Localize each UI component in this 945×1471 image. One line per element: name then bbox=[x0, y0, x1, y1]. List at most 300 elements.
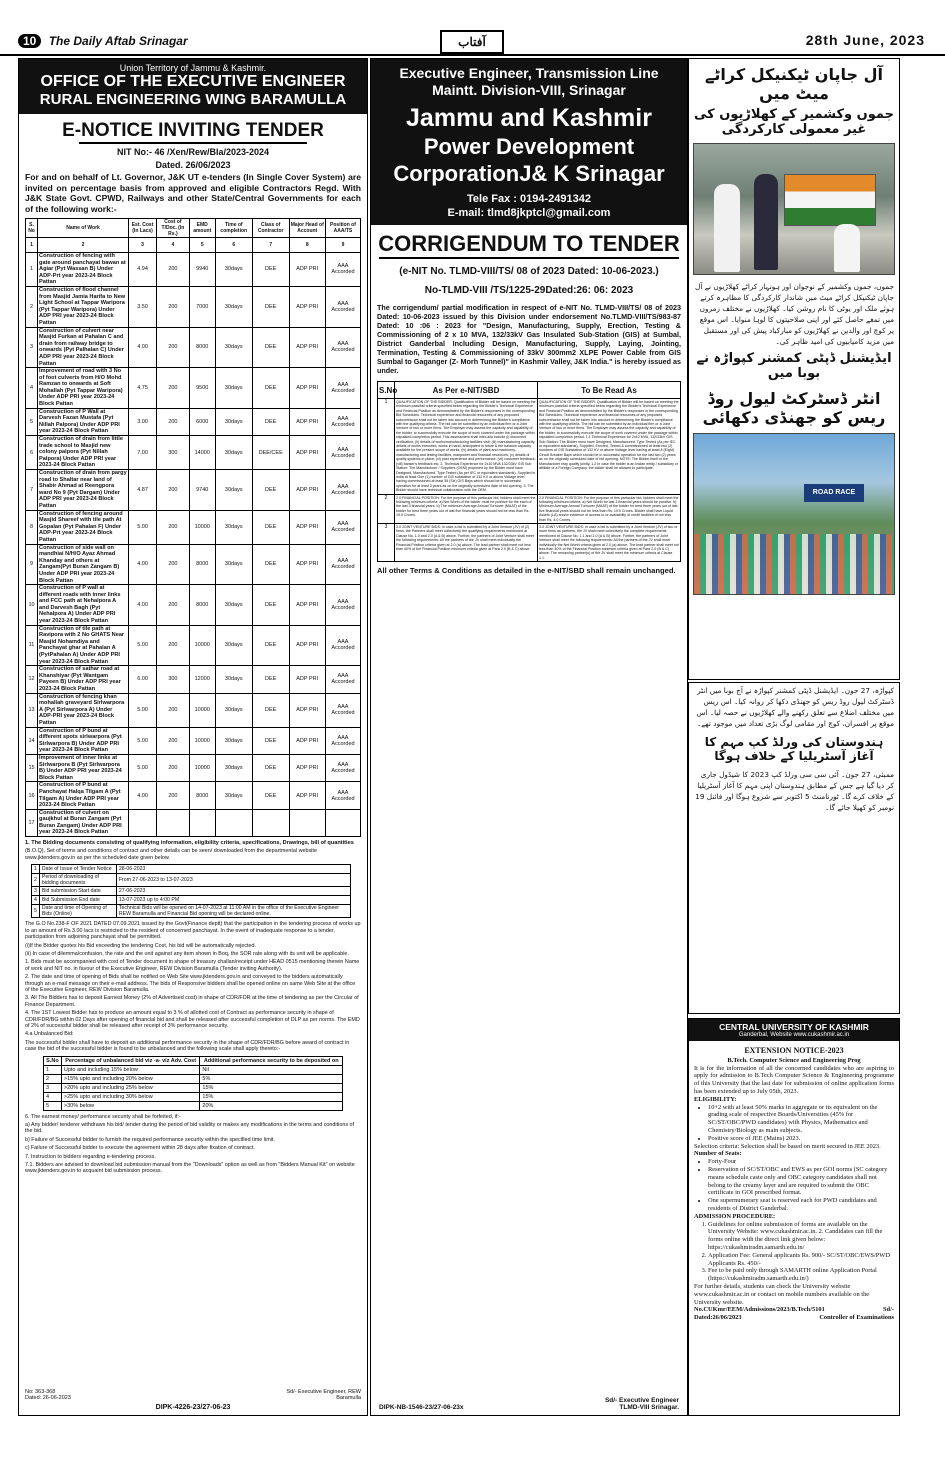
work-head-cell: ADP PRI bbox=[289, 693, 325, 727]
date-row bbox=[32, 874, 351, 887]
work-no-cell: 3 bbox=[26, 327, 38, 368]
admission-heading: ADMISSION PROCEDURE: bbox=[694, 1212, 776, 1220]
work-head-cell: ADP PRI bbox=[289, 327, 325, 368]
work-cost-cell: 5.00 bbox=[129, 693, 157, 727]
work-doc-cell: 200 bbox=[157, 408, 190, 435]
work-cls-cell: DEE bbox=[252, 286, 289, 327]
work-doc-cell: 200 bbox=[157, 510, 190, 544]
work-no-cell: 8 bbox=[26, 510, 38, 544]
seats-item: • Forty-Four bbox=[708, 1158, 894, 1166]
work-no-cell: 5 bbox=[26, 408, 38, 435]
work-aaa-cell: AAA Accorded bbox=[325, 727, 360, 754]
title-divider bbox=[79, 142, 307, 144]
perf-cell: >30% below bbox=[61, 1101, 200, 1110]
work-emd-cell: 14000 bbox=[189, 436, 215, 470]
work-row bbox=[26, 693, 361, 727]
work-name-cell: Construction of P Wall at Darvesh Fazan Mustafa (Pyt Nillah Palpora) Under ADP PRI year 2023-24 Block Pattan bbox=[38, 408, 129, 435]
perf-cell: 1 bbox=[44, 1065, 62, 1074]
adm-item: 2. Application Fee: General applicants Rs. 900/- SC/ST/OBC/EWS/PWD Applicants Rs. 450/- bbox=[708, 1252, 894, 1268]
paper-logo: آفتاب bbox=[440, 30, 504, 54]
tender-intro: For and on behalf of Lt. Governor, J&K UT e-tenders (In Single Cover System) are invited on percentage basis from approved and eligible Contractors Regd. With J&K State Govt. CPWD, Railways and other State/Central Governments for each of the following work:- bbox=[25, 172, 361, 214]
corr-col-header: S.No bbox=[378, 382, 395, 399]
work-name-cell: Construction of side wall on mandhiai N/H/O Ayaz Ahmad Khanday and others at Zangam(Pyt Buran Zangam B) Under ADP PRI year 2023-24 Block Pattan bbox=[38, 544, 129, 585]
perf-cell: 15% bbox=[200, 1083, 343, 1092]
work-no-cell: 10 bbox=[26, 585, 38, 626]
work-head-cell: ADP PRI bbox=[289, 253, 325, 287]
work-cls-cell: DEE bbox=[252, 727, 289, 754]
tender-note: 7. Instruction to bidders regarding e-tendering process. bbox=[25, 1153, 156, 1160]
works-col-header: Est. Cost (In Lacs) bbox=[129, 219, 157, 238]
work-row bbox=[26, 544, 361, 585]
work-emd-cell: 8000 bbox=[189, 544, 215, 585]
jkpdc-header bbox=[371, 59, 687, 225]
admission-list bbox=[694, 1221, 894, 1283]
work-row bbox=[26, 625, 361, 666]
tender-note: 6. The earnest money/ performance security shall be forfeited, if:- bbox=[25, 1113, 181, 1120]
corr-new-cell: 2.0 FINANCIAL POSITION: For the purpose of this particular bid, bidders shall meet the following minimum criteria: a) Net Worth for last 3 financial years should be positive. b) Minimum Average Annual Turnover (MAAT) of the bidder for best three years out of last five financial years should not be less than Rs. 19.0 Crores. Bidder shall have Liquid Assets (LA) and/or evidence of access to or availability of credit facilities of not less than Rs. 4.0 Crores. bbox=[538, 494, 681, 523]
ref-number: No: 363-368 bbox=[25, 1389, 56, 1395]
work-head-cell: ADP PRI bbox=[289, 727, 325, 754]
perf-cell: 2 bbox=[44, 1074, 62, 1083]
perf-cell: 20% bbox=[200, 1101, 343, 1110]
work-doc-cell: 200 bbox=[157, 693, 190, 727]
work-doc-cell: 200 bbox=[157, 470, 190, 511]
work-time-cell: 30days bbox=[215, 253, 252, 287]
work-doc-cell: 200 bbox=[157, 754, 190, 781]
cuk-body bbox=[689, 1041, 899, 1324]
work-doc-cell: 200 bbox=[157, 727, 190, 754]
work-name-cell: Construction of culvert near Masjid Furkan at Pahalan C and drain from railway bridge to onwards (Pyt Palhalan C) Under ADP PRI year 2023-24 Block Pattan bbox=[38, 327, 129, 368]
work-cls-cell: DEE bbox=[252, 666, 289, 693]
work-head-cell: ADP PRI bbox=[289, 754, 325, 781]
karate-headline-2: جموں وکشمیر کے کھلاڑیوں کی غیر معمولی کارکردگی bbox=[694, 107, 894, 137]
person-figure bbox=[834, 224, 860, 272]
telefax: Tele Fax : 0194-2491342 bbox=[467, 193, 591, 205]
date-cell: Date of Issue of Tender Notice bbox=[39, 865, 116, 874]
eligibility-list bbox=[694, 1104, 894, 1143]
cuk-signer: Controller of Examinations bbox=[819, 1314, 894, 1322]
urdu-news-2 bbox=[688, 682, 900, 1014]
work-name-cell: Construction of drain from pargy road to Shaltar near land of Shabir Ahmad at Reengpora ward No 9 (Pyt Dargam) Under ADP PRI year 2023-24 Block Pattan bbox=[39, 470, 127, 509]
work-aaa-cell: AAA Accorded bbox=[325, 625, 360, 666]
work-cls-cell: DEE bbox=[252, 782, 289, 809]
corr-new-cell: 3.0 JOINT VENTURE BIDS: In case a bid is submitted by a Joint Venture (JV) of two or more firms as partners, the JV shall meet collectively the complete requirements mentioned at Clause No. 1.1 and 2.0 (A & B) above. Further, the partners of Joint Venture shall meet the following requirements: All the partners of the JV shall meet individually the Net Worth criteria given at 2.0 (a) above. The lead partner shall meet not less than 40% of the Financial Position minimum criteria given at Para 2.0 (B & C) above. The remaining partner(s) of the JV shall meet the minimum criteria at Clause 1.1. bbox=[539, 524, 679, 560]
work-time-cell: 30days bbox=[215, 327, 252, 368]
work-emd-cell: 9740 bbox=[189, 470, 215, 511]
works-col-number: 7 bbox=[252, 238, 289, 253]
work-emd-cell: 12000 bbox=[189, 666, 215, 693]
work-name-cell: Construction of drain from little trade school to Masjid new colony palpora (Pyt Nillah Palpora) Under ADP PRI year 2023-24 Block Pattan bbox=[38, 436, 129, 470]
page-number: 10 bbox=[18, 34, 41, 48]
race-banner: ROAD RACE bbox=[804, 484, 864, 502]
work-name-cell: Construction of fencing with gate around panchayat bawan at Agiar (Pyt Wassan B) Under ADP-Prt year 2023-24 Block Pattan bbox=[38, 253, 129, 287]
works-col-number: 2 bbox=[38, 238, 129, 253]
work-aaa-cell: AAA Accorded bbox=[325, 368, 360, 409]
work-time-cell: 30days bbox=[215, 782, 252, 809]
work-row bbox=[26, 809, 361, 836]
corrigendum-table bbox=[377, 381, 681, 562]
work-cost-cell: 5.00 bbox=[129, 754, 157, 781]
work-doc-cell: 200 bbox=[157, 625, 190, 666]
work-cls-cell: DEE bbox=[252, 327, 289, 368]
tender-note: 2. The date and time of opening of Bids shall be notified on Web Site www.jktenders.gov.in and conveyed to the bidders automatically through an e-mail message on their e-mail address. The bids of Responsive bidders shall be opened online on same Web Site at the office of the Executive Engineer, REW Division Baramulla. bbox=[25, 974, 356, 993]
date-cell: Period of downloading of bidding documents bbox=[39, 874, 116, 887]
work-time-cell: 30days bbox=[215, 585, 252, 626]
work-emd-cell: 8000 bbox=[189, 585, 215, 626]
work-head-cell: ADP PRI bbox=[289, 666, 325, 693]
work-row bbox=[26, 470, 361, 511]
cuk-sign-row bbox=[694, 1306, 894, 1314]
work-name-cell: Construction of culvert on gaujkhul at Buran Zangam (Pyt Buran Zangam) Under ADP PRI year 2023-24 Block Pattan bbox=[38, 809, 129, 836]
cuk-notice bbox=[688, 1018, 900, 1416]
tender-note: (i)If the Bidder quotes his Bid exceeding the tendering Cost, his bid will be automatically rejected. bbox=[25, 942, 257, 949]
works-col-header: Cost of T/Doc. (In Rs.) bbox=[157, 219, 190, 238]
date-cell: 2 bbox=[32, 874, 40, 887]
work-head-cell: ADP PRI bbox=[289, 782, 325, 809]
date-row bbox=[32, 896, 351, 905]
work-no-cell: 9 bbox=[26, 544, 38, 585]
rew-ref bbox=[25, 1389, 71, 1401]
perf-cell: 5 bbox=[44, 1101, 62, 1110]
work-cls-cell: DEE bbox=[252, 408, 289, 435]
work-cost-cell: 5.00 bbox=[129, 625, 157, 666]
ee-line: Executive Engineer, Transmission Line bbox=[399, 65, 659, 81]
work-no-cell: 2 bbox=[26, 286, 38, 327]
masthead bbox=[0, 0, 945, 56]
work-aaa-cell: AAA Accorded bbox=[325, 666, 360, 693]
work-cls-cell: DEE bbox=[252, 693, 289, 727]
person-figure bbox=[754, 174, 778, 270]
work-no-cell: 1 bbox=[26, 253, 38, 287]
work-row bbox=[26, 327, 361, 368]
rew-tender-notice bbox=[18, 58, 368, 1416]
date-row bbox=[32, 905, 351, 918]
work-doc-cell: 200 bbox=[157, 368, 190, 409]
work-cls-cell: DEE bbox=[252, 544, 289, 585]
enit-line: (e-NIT No. TLMD-VIII/TS/ 08 of 2023 Dated: 10-06-2023.) bbox=[399, 266, 659, 277]
work-cost-cell: 4.94 bbox=[129, 253, 157, 287]
work-cost-cell: 3.50 bbox=[129, 286, 157, 327]
work-row bbox=[26, 436, 361, 470]
works-col-number: 3 bbox=[129, 238, 157, 253]
work-no-cell: 13 bbox=[26, 693, 38, 727]
tender-note: c) Failure of Successful bidder to execute the agreement within 28 days after fixation of contract. bbox=[25, 1145, 255, 1152]
work-doc-cell: 200 bbox=[157, 286, 190, 327]
bidding-note: 1. The Bidding documents consisting of qualifying information, eligibility criteria, specifications, Drawings, bill of quantities bbox=[25, 840, 354, 847]
perf-cell: >15% upto and including 20% below bbox=[61, 1074, 200, 1083]
cuk-date: Dated:26/06/2023 bbox=[694, 1314, 742, 1322]
work-row bbox=[26, 253, 361, 287]
works-col-number: 6 bbox=[215, 238, 252, 253]
perf-cell: 4 bbox=[44, 1092, 62, 1101]
nit-number: NIT No:- 46 /Xen/Rew/Bla/2023-2024 bbox=[116, 147, 270, 157]
work-no-cell: 17 bbox=[26, 809, 38, 836]
works-col-header: Time of completion bbox=[215, 219, 252, 238]
work-cost-cell: 4.75 bbox=[129, 368, 157, 409]
work-cost-cell: 4.00 bbox=[129, 585, 157, 626]
adm-item: 1. Guidelines for online submission of forms are available on the University Website: www.cukashmir.ac.in. 2. Candidates can fill the forms online with the direct link given below: https://cukashmiradm.samarth.edu.in/ bbox=[708, 1221, 894, 1252]
corr-sn-cell: 3 bbox=[378, 523, 395, 561]
date-cell: 13-07-2023 up to 4:00 PM bbox=[116, 896, 350, 905]
cuk-address: Ganderbal, Website www.cukashmir.ac.in bbox=[738, 1032, 850, 1038]
perf-row bbox=[44, 1065, 343, 1074]
work-doc-cell bbox=[157, 809, 190, 836]
adm-item: 3. Fee to be paid only through SAMARTH online Application Portal (https://cukashmiradm.samarth.edu.in/) bbox=[708, 1267, 894, 1283]
rew-signer: Sd/- Executive Engineer, REW Baramulla bbox=[286, 1389, 361, 1401]
work-aaa-cell: AAA Accorded bbox=[325, 436, 360, 470]
corr-sn-cell: 1 bbox=[378, 399, 395, 495]
works-col-header: EMD amount bbox=[189, 219, 215, 238]
work-head-cell: ADP PRI bbox=[289, 470, 325, 511]
works-col-header: S. No bbox=[26, 219, 38, 238]
date-cell: 5 bbox=[32, 905, 40, 918]
work-time-cell: 30days bbox=[215, 727, 252, 754]
work-head-cell: ADP PRI bbox=[289, 625, 325, 666]
flag-graphic bbox=[784, 174, 876, 226]
corr-new-cell: QUALIFICATION OF THE BIDDER: Qualification of Bidder will be based on meeting the minimum pass/fail criteria specified below regarding the Bidder's Technical Experience and Financial Position as demonstrated by the Bidder's responses in the corresponding Bid Schedules. Technical experience and financial resources of any proposed subcontractor shall not be taken into account in determining the Bidder's compliance with the qualifying criteria. The bid can be submitted by an individual firm or a Joint Venture of two or more firms. The Employer may assess the capacity and capability of the bidder, to successfully execute the scope of work covered under the package within stipulated completion period. 1.1 Technical Experience for 2x10 MVA, 132/33kV GIS Sub Station: The Bidder must have Designed, Manufactured, Type Tested (As per IEC or equivalent standards), Supplied, Erected, Tested & commissioned at least two (2) numbers of GIS Substation of 132 KV or above Voltage level having at least 8 (Eight) Circuit Breaker Bays which should be in successful operation for the last two (2) years as on the originally scheduled date of bid opening. NOTE: The Bidder itself or the Manufacturer may qualify jointly. 1.2 In case the bidder is an Indian entity / subsidiary or affiliate of a Foreign Company, the bidder shall be allowed to participate. bbox=[538, 399, 681, 495]
work-emd-cell: 9500 bbox=[189, 368, 215, 409]
perf-cell: 3 bbox=[44, 1083, 62, 1092]
work-time-cell: 30days bbox=[215, 544, 252, 585]
tender-note: The G.O No.238-F OF 2021 DATED 07.09.2021 issued by the Govt(Finance deptt) that the participation in the tendering process of works up to an amount of Rs 3.00 lacs is restricted to the resident of concerned panchayat. In the event of inadequate response to a tender, participation from adjoining panchayat shall be permitted. bbox=[25, 921, 361, 941]
work-cls-cell: DEE bbox=[252, 253, 289, 287]
work-row bbox=[26, 368, 361, 409]
work-time-cell: 30days bbox=[215, 368, 252, 409]
corr-old-cell: 3.0 JOINT VENTURE BIDS: In case a bid is submitted by a Joint Venture (JV) of (2) firms, the Partners shall meet collectively the qualifying requirements mentioned at Clause No. 1.0 and 2.0 (A & B) above. Further, the partners of Joint Venture shall meet the following requirements: All the partners of the JV shall meet individually the Financial Position criteria given at 2.0 (a) above. The lead partner shall meet not less than 40% of the Financial Position minimum criteria given at Para 2.0 (B & C) above. bbox=[395, 523, 538, 561]
work-doc-cell: 200 bbox=[157, 782, 190, 809]
org-line-1: Jammu and Kashmir bbox=[406, 104, 652, 132]
corr-row bbox=[378, 494, 681, 523]
work-doc-cell: 300 bbox=[157, 436, 190, 470]
work-emd-cell: 7000 bbox=[189, 286, 215, 327]
masthead-left bbox=[18, 34, 188, 48]
person-figure bbox=[714, 184, 740, 272]
date-cell: 1 bbox=[32, 865, 40, 874]
corrigendum-para: The corrigendum/ partial modification in respect of e-NIT No. TLMD-VIII/TS/ 08 of 2023 Dated: 10-06-2023 issued by this Division under endorsement No.TLMD-VIII/TS/983-87 Dated: 10 :06 : 2023 for "Design, Manufacturing, Supply, Erection, Testing & Commissioning of 2 x 10 MVA, 132/33kV Gas Insulated Sub-Station (GIS) at Sumbal, District Ganderbal Including Design, Manufacturing, Supply, Laying, Jointing, Termination, Testing & Commissioning of 33kV 300mm2 XLPE Power Cable from GIS Sumbal to Gaganger (Z- Morh Tunnel)" in Kashmir Valley, J&K India." is hereby issued as under. bbox=[377, 303, 681, 375]
urdu-news-1 bbox=[688, 58, 900, 680]
work-cost-cell: 4.00 bbox=[129, 327, 157, 368]
work-no-cell: 15 bbox=[26, 754, 38, 781]
work-no-cell: 6 bbox=[26, 436, 38, 470]
work-time-cell: 30days bbox=[215, 436, 252, 470]
work-emd-cell: 10000 bbox=[189, 625, 215, 666]
jkpdc-dipk: DIPK-NB-1546-23/27-06-23x bbox=[379, 1404, 464, 1411]
work-emd-cell: 10000 bbox=[189, 693, 215, 727]
jkpdc-footer bbox=[379, 1397, 679, 1411]
tender-note: The successful bidder shall have to deposit an additional performance security in the shape of CDR/FDR/BG before award of contract in case the bid of the successful bidder is found to be unbalanced and the following scale shall apply thereto:- bbox=[25, 1039, 350, 1053]
work-aaa-cell: AAA Accorded bbox=[325, 782, 360, 809]
work-cost-cell: 4.87 bbox=[129, 470, 157, 511]
work-cls-cell: DEE bbox=[252, 754, 289, 781]
work-time-cell: 30days bbox=[215, 754, 252, 781]
work-cls-cell: DEE bbox=[252, 510, 289, 544]
work-head-cell: ADP PRI bbox=[289, 408, 325, 435]
cuk-sign-row-2 bbox=[694, 1314, 894, 1322]
work-cost-cell: 5.00 bbox=[129, 510, 157, 544]
corr-old-cell: 2.0 FINANCIAL POSITION: For the purpose of this particular bid, bidders shall meet the following minimum criteria: a) Net Worth of the bidder must be positive for the each of the last 3 financial years. b) The minimum Average Annual Turnover (MAAT) of the bidder for best three years out of last five financial years should not be less than Rs. 19.0 Crores. bbox=[395, 494, 538, 523]
seats-list bbox=[694, 1158, 894, 1213]
works-col-number: 9 bbox=[325, 238, 360, 253]
work-doc-cell: 300 bbox=[157, 666, 190, 693]
date-cell: 4 bbox=[32, 896, 40, 905]
corr-sn-cell: 2 bbox=[378, 494, 395, 523]
work-name-cell: Construction of fencing around Masjid Shareef with tile path At Gopalan (Pyt Pahalan F) Under ADP-Prt year 2023-24 Block Pattan bbox=[38, 510, 129, 544]
works-col-header: Name of Work bbox=[38, 219, 129, 238]
eligibility-heading: ELIGIBILITY: bbox=[694, 1095, 737, 1103]
seats-item: • Reservation of SC/ST/OBC and EWS as per GOI norms (SC category means schedule caste only and OBC category candidates shall not belong to the creamy layer and are required to submit the OBC certificate in GOI prescribed format. bbox=[708, 1166, 894, 1197]
work-aaa-cell: AAA Accorded bbox=[325, 286, 360, 327]
work-emd-cell bbox=[189, 809, 215, 836]
tender-note: (ii) In case of dilemma/confusion, the rate and the unit against any item shown in Boq, the SOR rate along with its unit will be applicable. bbox=[25, 950, 349, 957]
work-row bbox=[26, 286, 361, 327]
works-col-header: Major Head of Account bbox=[289, 219, 325, 238]
work-aaa-cell: AAA Accorded bbox=[325, 544, 360, 585]
corr-row bbox=[378, 399, 681, 495]
performance-table bbox=[43, 1056, 343, 1111]
tender-note: 4.a Unbalanced Bid: bbox=[25, 1031, 74, 1038]
work-row bbox=[26, 782, 361, 809]
work-head-cell bbox=[289, 809, 325, 836]
date-cell: Bid submission Start date bbox=[39, 887, 116, 896]
cuk-name: CENTRAL UNIVERSITY OF KASHMIR bbox=[719, 1022, 869, 1032]
work-doc-cell: 200 bbox=[157, 327, 190, 368]
seats-item: • One supernumerary seat is reserved each for PWD candidates and residents of District Ganderbal. bbox=[708, 1197, 894, 1213]
work-row bbox=[26, 510, 361, 544]
tender-note: 4. The 1ST Lowest Bidder has to produce an amount equal to 3 % of allotted cost of Contract as performance security in shape of CDR/FDR/BG within 02 Days after opening of financial bid and shall be released after successful completion of DLP as per norms. The EMD of 2% of successful bidder shall be released after receipt of 3% performance security. bbox=[25, 1010, 360, 1029]
work-emd-cell: 6000 bbox=[189, 408, 215, 435]
perf-cell: >25% upto and including 30% below bbox=[61, 1092, 200, 1101]
perf-cell: 5% bbox=[200, 1074, 343, 1083]
work-cls-cell: DEE bbox=[252, 625, 289, 666]
work-head-cell: ADP PRI bbox=[289, 510, 325, 544]
work-row bbox=[26, 408, 361, 435]
work-aaa-cell: AAA Accorded bbox=[325, 327, 360, 368]
cuk-subtitle: B.Tech. Computer Science and Engineering Prog bbox=[727, 1056, 861, 1064]
work-name-cell: Construction of flood channel from Masjid Jamia Harifa to New Light School at Tappar Waripora (Pyt Tappar Waripora) Under ADP PRI year 2023-24 Block Pattan bbox=[38, 286, 129, 327]
work-emd-cell: 8000 bbox=[189, 782, 215, 809]
race-headline-1: ایڈیشنل ڈپٹی کمشنر کپواڑہ نے بوبا میں bbox=[696, 351, 892, 381]
work-no-cell: 4 bbox=[26, 368, 38, 409]
work-name-cell: Improvement of inner links at Sirlwarpora B (Pyt Sirlwarpora B) Under ADP PRI year 2023-24 Block Pattan bbox=[38, 754, 129, 781]
ut-line: Union Territory of Jammu & Kashmir. bbox=[119, 63, 267, 73]
work-no-cell: 14 bbox=[26, 727, 38, 754]
work-emd-cell: 9940 bbox=[189, 253, 215, 287]
rew-footer bbox=[25, 1389, 361, 1411]
work-no-cell: 11 bbox=[26, 625, 38, 666]
dates-table bbox=[31, 864, 351, 918]
perf-row bbox=[44, 1092, 343, 1101]
works-col-header: Position of AAA/TS bbox=[325, 219, 360, 238]
work-aaa-cell: AAA Accorded bbox=[325, 754, 360, 781]
org-line-2: Power Development bbox=[423, 134, 635, 159]
boq-note: (B.O.Q), Set of terms and conditions of contract and other details can be seen/ downloaded from the departmental website www.jktenders.gov.in as per the scheduled date given below. bbox=[25, 848, 317, 861]
perf-row bbox=[44, 1101, 343, 1110]
work-row bbox=[26, 727, 361, 754]
work-cost-cell: 6.00 bbox=[129, 666, 157, 693]
cuk-header bbox=[689, 1019, 899, 1041]
work-head-cell: ADP PRI bbox=[289, 368, 325, 409]
work-name-cell: Construction of sathar road at Khanshiyar (Pyt Wantgam Payeen B) Under ADP PRI year 2023-24 Block Pattan bbox=[38, 666, 129, 693]
cuk-further: For further details, students can check the University website www.cukashmir.ac.in or contact on mobile numbers available on the University website. bbox=[694, 1282, 870, 1306]
work-cost-cell: 5.00 bbox=[129, 727, 157, 754]
work-time-cell: 30days bbox=[215, 510, 252, 544]
perf-col-header: S.No bbox=[44, 1056, 62, 1065]
tender-notes bbox=[19, 920, 367, 1053]
tender-note: 7.1. Bidders are advised to download bid submission manual from the "Downloads" option as well as from "Bidders Manual Kit" on website www.jktenders.gov.in to acquaint bid submission process. bbox=[25, 1162, 355, 1175]
work-cls-cell: DEE bbox=[252, 585, 289, 626]
corr-old-cell: QUALIFICATION OF THE BIDDER: Qualification of Bidder will be based on meeting the minimum pass/fail criteria specified below regarding the Bidder's Technical Experience and Financial Position as demonstrated by the Bidder's responses in the corresponding Bid Schedules. Technical experience and financial resources of any proposed subcontractor shall not be taken into account in determining the Bidder's compliance with the qualifying criteria. The bid can be submitted by an individual firm or a Joint Venture of two or more firms. The Employer may assess the capacity and capability of the bidder, to successfully execute the scope of work covered under the package within stipulated completion period. This assessment shall inter-alia include (i) document verification; (ii) details of works/manufacturing facilities visit; (iii) manufacturing capacity, details of works executed, works in hand, anticipated in future & the balance capacity available for the present scope of works; (iv) details of plant and machinery, manufacturing and testing facilities, manpower and financial resources; (v) details of quality systems in place; (vi) past experience and performance; (vii) customer feedback; (viii) banker's feedback etc. 2. Technical Experience for 2x10 MVA 132/33kV GIS Sub Station: The Manufacturer / Suppliers (OEM) proposed by the Bidder must have Designed, Manufactured, Type Tested (As per IEC or equivalent standards), Supplied in India at least One (1) number of GIS substation of 132 KV or above Voltage level having commissioned at least 36 (Six) GIS Bays which should be in successful operation for at least 3 years as on the originally scheduled date of bid opening. 3. The Bidder should have technical collaboration with the OEM. bbox=[396, 400, 536, 493]
work-aaa-cell: AAA Accorded bbox=[325, 693, 360, 727]
work-aaa-cell: AAA Accorded bbox=[325, 408, 360, 435]
works-col-number: 8 bbox=[289, 238, 325, 253]
seats-heading: Number of Seats: bbox=[694, 1150, 742, 1158]
work-emd-cell: 10000 bbox=[189, 754, 215, 781]
tender-note: b) Failure of Successful bidder to furnish the required performance security within the specified time limit. bbox=[25, 1136, 275, 1143]
date-cell: 28-06-2023 bbox=[116, 865, 350, 874]
work-doc-cell: 200 bbox=[157, 544, 190, 585]
work-name-cell: Construction of fencing khan mohallah graveyard Sirlwarpora A (Pyt Sirlwarpora A) Under ADP-PRI year 2023-24 Block Pattan bbox=[38, 693, 129, 727]
date-row bbox=[32, 887, 351, 896]
karate-photo bbox=[693, 143, 895, 275]
corrigendum-notice bbox=[370, 58, 688, 1416]
work-aaa-cell: AAA Accorded bbox=[325, 510, 360, 544]
tender-note: a) Any bidder/ tenderer withdraws his bid/ tender during the period of bid validity or makes any modifications in the terms and conditions of the bid. bbox=[25, 1122, 355, 1135]
perf-col-header: Percentage of unbalanced bid viz -a- viz Adv. Cost bbox=[61, 1056, 200, 1065]
corrigendum-title: CORRIGENDUM TO TENDER bbox=[378, 231, 680, 256]
tender-notes-2 bbox=[19, 1113, 367, 1176]
work-row bbox=[26, 666, 361, 693]
work-time-cell: 30days bbox=[215, 666, 252, 693]
perf-col-header: Additional performance security to be deposited on bbox=[200, 1056, 343, 1065]
race-body: کپواڑہ، 27 جون۔ ایڈیشنل ڈپٹی کمشنر کپواڑہ نے آج بوبا میں انٹر ڈسٹرکٹ لیول روڈ ریس کو جھنڈی دکھا کر روانہ کیا۔ اس ریس میں مختلف اضلاع سے تعلق رکھنے والے کھلاڑیوں نے حصہ لیا۔ اس موقع پر افسران، کوچ اور مقامی لوگ بڑی تعداد میں موجود تھے۔ bbox=[696, 686, 894, 728]
email: E-mail: tlmd8jkptcl@gmail.com bbox=[447, 207, 611, 219]
perf-cell: >20% upto and including 25% below bbox=[61, 1083, 200, 1092]
work-cls-cell: DEE bbox=[252, 470, 289, 511]
works-col-number: 5 bbox=[189, 238, 215, 253]
corr-col-header: To Be Read As bbox=[538, 382, 681, 399]
ref-date: Dated: 26-06-2023 bbox=[25, 1395, 71, 1401]
date-cell: From 27-06-2023 to 13-07-2023 bbox=[116, 874, 350, 887]
cuk-title: EXTENSION NOTICE-2023 bbox=[744, 1046, 844, 1055]
crowd-graphic bbox=[694, 534, 894, 594]
work-name-cell: Improvement of road with 3 No of foot culverts from H/O Mohd Ramzan to onwards at Soft Mohallah (Pyt Tappar Waripora) Under ADP PRI year 2023-24 Block Pattan bbox=[38, 368, 129, 409]
work-cls-cell: DEE bbox=[252, 368, 289, 409]
work-cost-cell bbox=[129, 809, 157, 836]
work-name-cell: Construction of P wall at different roads with inner links and FCC path at Nehalpora A and Darvesh Bagh (Pyt Nehalpora A) Under ADP PRI year 2023-24 Block Pattan bbox=[38, 585, 129, 626]
work-head-cell: ADP PRI bbox=[289, 585, 325, 626]
work-aaa-cell bbox=[325, 809, 360, 836]
date-cell: Bid Submission End date bbox=[39, 896, 116, 905]
elig-item: • Positive score of JEE (Mains) 2023. bbox=[708, 1135, 894, 1143]
corr-row bbox=[378, 523, 681, 561]
work-cost-cell: 7.00 bbox=[129, 436, 157, 470]
worldcup-headline: ہندوستان کی ورلڈ کپ مہم کا آغاز آسٹریلیا کے خلاف ہوگا bbox=[704, 735, 884, 763]
date-cell: 27-06-2023 bbox=[116, 887, 350, 896]
work-no-cell: 7 bbox=[26, 470, 38, 511]
work-row bbox=[26, 754, 361, 781]
perf-row bbox=[44, 1083, 343, 1092]
work-head-cell: ADP PRI bbox=[289, 286, 325, 327]
corrigendum-number: No-TLMD-VIII /TS/1225-29Dated:26: 06: 2023 bbox=[424, 285, 634, 296]
work-cls-cell: DEE/CEE bbox=[252, 436, 289, 470]
org-line-3: CorporationJ& K Srinagar bbox=[393, 161, 665, 186]
tender-note: 3. All The Bidders has to deposit Earnest Money (2% of Advertised cost) in shape of CDR/FDR at the time of tendering as per the Circular of Finance Department. bbox=[25, 995, 359, 1008]
race-photo bbox=[693, 433, 895, 595]
date-cell: Technical Bids will be opened on 14-07-2023 at 11:00 AM in the office of the Executive Engineer REW Baramulla and Financial Bid opening will be declared online. bbox=[116, 905, 350, 918]
jkpdc-signer: Sd/- Executive Engineer TLMD-VIII Srinagar. bbox=[604, 1397, 679, 1411]
date-cell: 3 bbox=[32, 887, 40, 896]
work-emd-cell: 10000 bbox=[189, 727, 215, 754]
